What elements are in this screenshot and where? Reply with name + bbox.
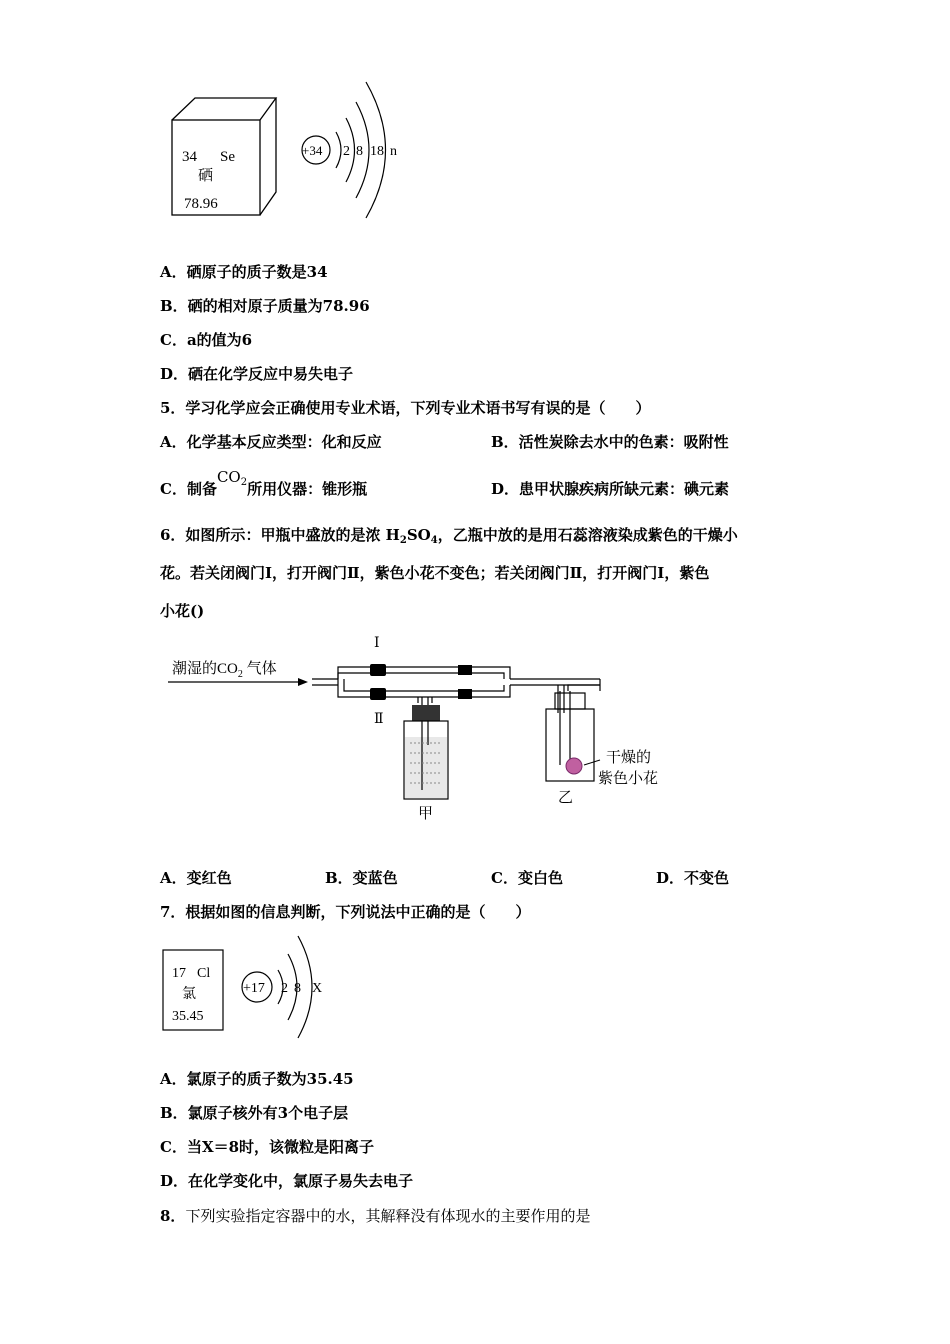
gas-inlet: [168, 660, 308, 686]
se-element-symbol: Se: [220, 149, 235, 165]
q6-sub-4: 4: [430, 535, 438, 546]
se-shell-4: n: [390, 144, 397, 159]
cl-shell-3: X: [312, 981, 323, 996]
flower-label-2: 紫色小花: [598, 771, 659, 787]
q6-stem-line1-c: ，乙瓶中放的是用石蕊溶液染成紫色的干燥小: [437, 526, 738, 544]
q6-stem-line3: 小花(): [160, 602, 205, 620]
q8-text: 下列实验指定容器中的水，其解释没有体现水的主要作用的是: [185, 1207, 591, 1225]
q4-option-b[interactable]: B．硒的相对原子质量为78.96: [160, 297, 370, 315]
bottle-jia: [404, 705, 448, 822]
cl-element-number: 17: [172, 966, 186, 981]
bottle-jia-label: 甲: [418, 806, 434, 822]
selenium-figure: [160, 70, 420, 230]
se-atomic-mass: 78.96: [184, 196, 218, 212]
cl-element-name: 氯: [182, 987, 196, 1002]
q6-stem-line1-a: 6．如图所示：甲瓶中盛放的是浓 H: [160, 526, 400, 544]
chlorine-atom-structure: [242, 936, 322, 1038]
q5-option-b[interactable]: B．活性炭除去水中的色素：吸附性: [491, 433, 729, 451]
se-shell-3: 18: [370, 144, 384, 159]
cl-nucleus: +17: [243, 981, 265, 996]
q5-option-a[interactable]: A．化学基本反应类型：化和反应: [160, 433, 382, 451]
chlorine-element-cell: [163, 950, 223, 1030]
q5-option-c-prefix: C．制备: [160, 480, 217, 498]
cl-shell-2: 8: [294, 981, 301, 996]
q7-option-d[interactable]: D．在化学变化中，氯原子易失去电子: [160, 1172, 414, 1190]
q8-stem: [160, 1205, 590, 1226]
q6-stem-line2: 花。若关闭阀门Ⅰ，打开阀门Ⅱ，紫色小花不变色；若关闭阀门Ⅱ，打开阀门Ⅰ，紫色: [160, 564, 710, 582]
q8-number: 8．: [160, 1207, 186, 1225]
purple-flower-icon: [566, 758, 582, 774]
q6-option-d[interactable]: D．不变色: [656, 869, 730, 887]
q5-option-c-suffix: 所用仪器：锥形瓶: [247, 480, 368, 498]
q7-option-c[interactable]: C．当X＝8时，该微粒是阳离子: [160, 1138, 375, 1156]
co2-formula-sub: 2: [240, 477, 248, 488]
se-shell-1: 2: [343, 144, 350, 159]
se-element-number: 34: [182, 149, 197, 165]
q6-option-a[interactable]: A．变红色: [160, 869, 232, 887]
q6-option-b[interactable]: B．变蓝色: [325, 869, 398, 887]
se-nucleus: +34: [302, 143, 323, 158]
q6-stem-line1-b: SO: [406, 526, 431, 544]
se-shell-2: 8: [356, 144, 363, 159]
cl-atomic-mass: 35.45: [172, 1009, 204, 1024]
q7-option-b[interactable]: B．氯原子核外有3个电子层: [160, 1104, 349, 1122]
co2-formula: [217, 468, 247, 486]
cl-shell-1: 2: [281, 981, 288, 996]
flower-label-1: 干燥的: [606, 750, 652, 766]
chlorine-figure: [160, 930, 360, 1040]
valve-1-label: Ⅰ: [374, 636, 380, 651]
q7-option-a[interactable]: A．氯原子的质子数为35.45: [160, 1070, 354, 1088]
selenium-element-cell: [172, 98, 276, 215]
q7-stem: 7．根据如图的信息判断，下列说法中正确的是（ ）: [160, 903, 531, 921]
bottle-yi-label: 乙: [558, 790, 574, 806]
q6-stem-line1: [160, 524, 738, 546]
q5-option-d[interactable]: D．患甲状腺疾病所缺元素：碘元素: [491, 480, 730, 498]
q4-option-a[interactable]: A．硒原子的质子数是34: [160, 263, 328, 281]
tubes: [312, 667, 600, 713]
q6-sub-2: 2: [399, 535, 407, 546]
q6-option-c[interactable]: C．变白色: [491, 869, 563, 887]
co2-formula-main: CO: [216, 468, 241, 486]
selenium-atom-structure: [302, 82, 397, 218]
q5-stem: 5．学习化学应会正确使用专业术语，下列专业术语书写有误的是（ ）: [160, 399, 651, 417]
q4-option-c[interactable]: C．a的值为6: [160, 331, 253, 349]
co2-apparatus-figure: [160, 625, 680, 825]
se-element-name: 硒: [198, 168, 214, 184]
gas-label: 潮湿的$CO_2$ 气体: [172, 661, 277, 680]
q4-option-d[interactable]: D．硒在化学反应中易失电子: [160, 365, 354, 383]
valve-2-label: Ⅱ: [374, 712, 384, 727]
cl-element-symbol: Cl: [197, 966, 211, 981]
bottle-yi: [546, 679, 658, 806]
q5-option-c[interactable]: [160, 468, 368, 500]
